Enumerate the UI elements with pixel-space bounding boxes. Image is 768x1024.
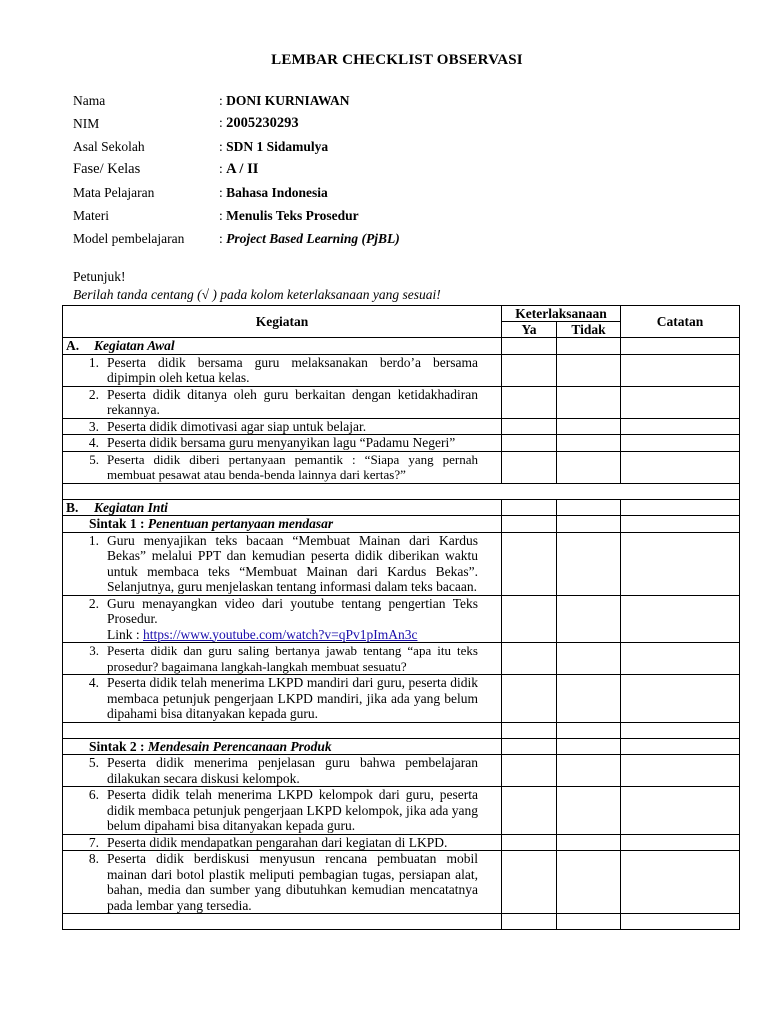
header-kegiatan: Kegiatan (63, 306, 502, 338)
youtube-link[interactable]: https://www.youtube.com/watch?v=qPv1pImAn3c (143, 626, 418, 642)
check-tidak-cell[interactable] (557, 532, 621, 595)
table-row (63, 386, 740, 418)
info-value: : Bahasa Indonesia (219, 184, 328, 200)
catatan-cell[interactable] (621, 595, 740, 643)
spacer-row (63, 914, 740, 930)
item-text: Guru menayangkan video dari youtube tentang pengertian Teks Prosedur. Link : https://www.youtube.com/watch?v=qPv1pImAn3c (107, 595, 478, 642)
catatan-cell[interactable] (621, 451, 740, 483)
check-ya-cell[interactable] (502, 834, 557, 851)
check-tidak-cell[interactable] (557, 435, 621, 452)
item-number: 1. (88, 354, 99, 370)
item-number: 3. (88, 418, 99, 434)
check-ya-cell[interactable] (502, 643, 557, 675)
checklist-table (62, 305, 740, 930)
check-tidak-cell[interactable] (557, 516, 621, 533)
check-tidak-cell[interactable] (557, 386, 621, 418)
check-ya-cell[interactable] (502, 851, 557, 914)
section-row-b (63, 499, 740, 516)
table-row (63, 354, 740, 386)
info-row-materi (73, 204, 400, 227)
table-row (63, 532, 740, 595)
catatan-cell[interactable] (621, 435, 740, 452)
check-ya-cell[interactable] (502, 386, 557, 418)
catatan-cell[interactable] (621, 755, 740, 787)
item-number: 6. (88, 787, 99, 802)
check-ya-cell[interactable] (502, 499, 557, 516)
item-text: Peserta didik bersama guru menyanyikan lagu “Padamu Negeri” (107, 435, 456, 450)
check-ya-cell[interactable] (502, 532, 557, 595)
check-ya-cell[interactable] (502, 787, 557, 835)
identity-block (73, 89, 400, 250)
check-tidak-cell[interactable] (557, 499, 621, 516)
section-title: A. Kegiatan Awal (66, 338, 175, 353)
header-ya: Ya (502, 322, 557, 338)
info-label: Asal Sekolah (73, 138, 145, 154)
catatan-cell[interactable] (621, 386, 740, 418)
item-text: Peserta didik telah menerima LKPD kelompok dari guru, peserta didik membaca petunjuk pengerjaan LKPD kelompok, jika ada yang belum dipahami bisa ditanyakan kepada guru. (107, 787, 478, 833)
sintak-row (63, 516, 740, 533)
check-ya-cell[interactable] (502, 516, 557, 533)
check-ya-cell[interactable] (502, 755, 557, 787)
document-title: LEMBAR CHECKLIST OBSERVASI (271, 52, 523, 68)
header-catatan: Catatan (621, 306, 740, 338)
info-value: : DONI KURNIAWAN (219, 92, 350, 108)
item-number: 8. (88, 851, 99, 866)
sintak-title: Sintak 2 : Mendesain Perencanaan Produk (89, 738, 332, 754)
check-tidak-cell[interactable] (557, 418, 621, 435)
catatan-cell[interactable] (621, 354, 740, 386)
check-tidak-cell[interactable] (557, 787, 621, 835)
info-value: : Menulis Teks Prosedur (219, 207, 359, 223)
item-number: 2. (88, 386, 99, 402)
table-row (63, 435, 740, 452)
check-ya-cell[interactable] (502, 451, 557, 483)
check-tidak-cell[interactable] (557, 595, 621, 643)
catatan-cell[interactable] (621, 516, 740, 533)
catatan-cell[interactable] (621, 834, 740, 851)
table-row (63, 834, 740, 851)
catatan-cell[interactable] (621, 418, 740, 435)
sintak-title: Sintak 1 : Penentuan pertanyaan mendasar (89, 516, 334, 531)
info-row-sekolah (73, 135, 400, 158)
item-number: 1. (88, 532, 99, 548)
item-text: Peserta didik bersama guru melaksanakan berdo’a bersama dipimpin oleh ketua kelas. (107, 354, 478, 385)
catatan-cell[interactable] (621, 532, 740, 595)
catatan-cell[interactable] (621, 499, 740, 516)
info-label: Fase/ Kelas (73, 161, 141, 177)
info-label: NIM (73, 115, 100, 131)
instruction-text: Berilah tanda centang (√ ) pada kolom keterlaksanaan yang sesuai! (73, 287, 441, 302)
check-tidak-cell[interactable] (557, 643, 621, 675)
info-value: : SDN 1 Sidamulya (219, 138, 329, 154)
info-value: : A / II (219, 161, 259, 177)
item-number: 5. (89, 451, 99, 467)
header-keterlaksanaan: Keterlaksanaan (502, 306, 621, 322)
table-row (63, 451, 740, 483)
info-row-mapel (73, 181, 400, 204)
table-row (63, 675, 740, 723)
item-text: Peserta didik mendapatkan pengarahan dari kegiatan di LKPD. (107, 834, 448, 850)
item-number: 4. (88, 675, 99, 690)
item-number: 2. (88, 595, 99, 611)
check-tidak-cell[interactable] (557, 451, 621, 483)
table-row (63, 851, 740, 914)
section-title: B. Kegiatan Inti (66, 499, 168, 515)
item-number: 3. (89, 643, 99, 658)
check-tidak-cell[interactable] (557, 755, 621, 787)
check-ya-cell[interactable] (502, 675, 557, 723)
info-row-nim (73, 112, 400, 135)
catatan-cell[interactable] (621, 643, 740, 675)
item-text: Peserta didik menerima penjelasan guru bahwa pembelajaran dilakukan secara diskusi kelompok. (107, 755, 478, 786)
catatan-cell[interactable] (621, 338, 740, 355)
sintak-row (63, 738, 740, 755)
table-row (63, 595, 740, 643)
check-tidak-cell[interactable] (557, 738, 621, 755)
info-label: Mata Pelajaran (73, 184, 155, 200)
item-text: Peserta didik ditanya oleh guru berkaitan dengan ketidakhadiran rekannya. (107, 386, 478, 417)
spacer-row (63, 483, 740, 499)
table-row (63, 643, 740, 675)
info-label: Materi (73, 207, 109, 223)
check-tidak-cell[interactable] (557, 851, 621, 914)
check-tidak-cell[interactable] (557, 834, 621, 851)
item-text: Guru menyajikan teks bacaan “Membuat Mainan dari Kardus Bekas” melalui PPT dan kemudian peserta didik diberikan waktu untuk membaca teks “Membuat Mainan dari Kardus Bekas”. Selanjutnya, guru menjelaskan tentang informasi dalam teks bacaan. (107, 532, 478, 594)
section-row-a (63, 338, 740, 355)
table-header-row (63, 306, 740, 322)
item-number: 7. (88, 834, 99, 850)
table-row (63, 755, 740, 787)
info-row-model (73, 227, 400, 250)
instruction-heading: Petunjuk! (73, 269, 126, 284)
info-value: : 2005230293 (219, 115, 299, 131)
check-ya-cell[interactable] (502, 595, 557, 643)
catatan-cell[interactable] (621, 738, 740, 755)
item-number: 5. (88, 755, 99, 770)
info-row-kelas (73, 158, 400, 181)
check-tidak-cell[interactable] (557, 338, 621, 355)
item-text: Peserta didik telah menerima LKPD mandiri dari guru, peserta didik membaca petunjuk pengerjaan LKPD mandiri, jika ada yang belum dipahami bisa ditanyakan kepada guru. (107, 675, 478, 721)
instructions (73, 268, 441, 304)
check-ya-cell[interactable] (502, 435, 557, 452)
spacer-row (63, 722, 740, 738)
item-number: 4. (88, 435, 99, 450)
table-row (63, 418, 740, 435)
info-label: Model pembelajaran (73, 230, 185, 246)
table-row (63, 787, 740, 835)
item-text: Peserta didik berdiskusi menyusun rencana pembuatan mobil mainan dari botol plastik meliputi pembagian tugas, persiapan alat, bahan, media dan sumber yang dibutuhkan kemudian mencatatnya pada lembar yang tersedia. (107, 851, 478, 913)
item-text: Peserta didik diberi pertanyaan pemantik : “Siapa yang pernah membuat pesawat atau benda-benda lainnya dari kertas?” (107, 451, 478, 482)
check-ya-cell[interactable] (502, 418, 557, 435)
check-ya-cell[interactable] (502, 354, 557, 386)
check-ya-cell[interactable] (502, 738, 557, 755)
catatan-cell[interactable] (621, 675, 740, 723)
check-tidak-cell[interactable] (557, 675, 621, 723)
check-ya-cell[interactable] (502, 338, 557, 355)
header-tidak: Tidak (557, 322, 621, 338)
item-text: Peserta didik dimotivasi agar siap untuk belajar. (107, 418, 367, 434)
info-row-nama (73, 89, 400, 112)
item-text: Peserta didik dan guru saling bertanya jawab tentang “apa itu teks prosedur? bagaimana langkah-langkah membuat sesuatu? (107, 643, 478, 674)
catatan-cell[interactable] (621, 851, 740, 914)
check-tidak-cell[interactable] (557, 354, 621, 386)
info-value: : Project Based Learning (PjBL) (219, 230, 400, 246)
catatan-cell[interactable] (621, 787, 740, 835)
info-label: Nama (73, 92, 106, 108)
